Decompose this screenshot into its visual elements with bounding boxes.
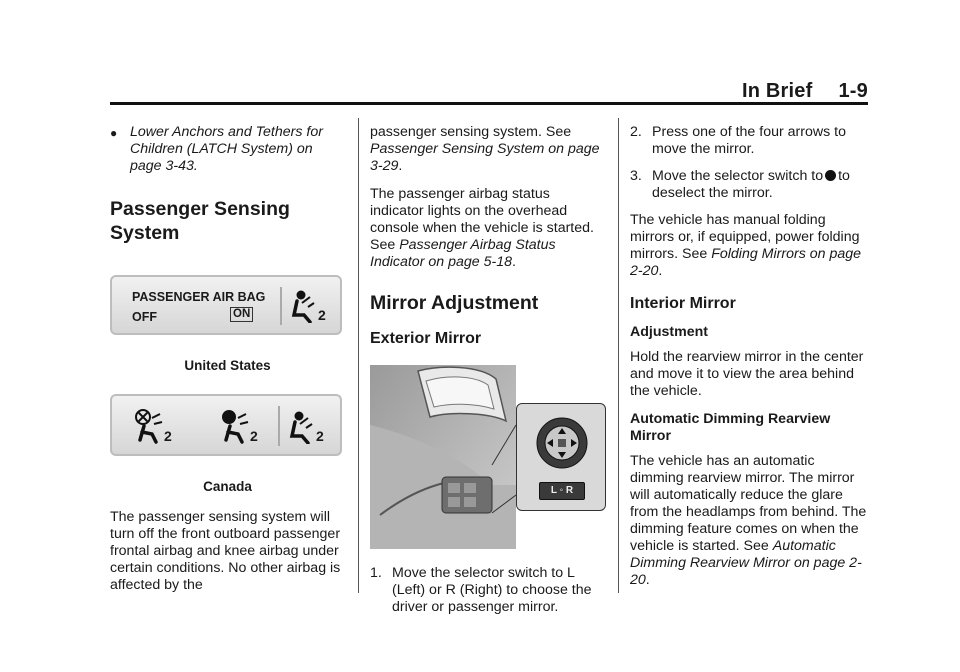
caption-united-states: United States xyxy=(184,358,271,373)
text-fragment: to deselect the mirror. xyxy=(652,168,850,201)
paragraph-adjustment: Hold the rearview mirror in the center and move it to view the area behind the vehicle. xyxy=(630,349,864,399)
column-divider-1 xyxy=(358,118,359,593)
text-fragment: The passenger airbag status indicator lights on the overhead console when the vehicle is started. See xyxy=(370,186,594,253)
paragraph-automatic-dimming xyxy=(630,453,870,589)
us-panel-on: ON xyxy=(230,307,253,322)
text-fragment: . xyxy=(658,263,663,279)
lr-selector-switch xyxy=(539,482,585,500)
heading-interior-mirror: Interior Mirror xyxy=(630,295,736,312)
heading-adjustment: Adjustment xyxy=(630,324,709,340)
canada-panel-number-1: 2 xyxy=(164,428,172,444)
bullet-latch-reference: Lower Anchors and Tethers for Children (LATCH System) on page 3-43. xyxy=(130,124,323,174)
canada-panel-number-2: 2 xyxy=(250,428,258,444)
paragraph-see-passenger-sensing xyxy=(370,124,606,175)
heading-exterior-mirror: Exterior Mirror xyxy=(370,330,482,347)
text-fragment: . xyxy=(398,158,403,174)
header-section: In Brief xyxy=(741,80,813,102)
list-number: 2. xyxy=(630,124,642,140)
header-rule xyxy=(110,102,868,105)
cross-reference-passenger-sensing: Passenger Sensing System on page 3-29 xyxy=(370,141,600,174)
paragraph-status-indicator xyxy=(370,186,606,271)
seated-passenger-airbag-icon xyxy=(288,289,318,323)
canada-airbag-indicator-panel xyxy=(110,394,342,456)
seated-passenger-airbag-icon xyxy=(286,410,316,444)
heading-passenger-sensing: Passenger Sensing System xyxy=(110,198,290,244)
column-2 xyxy=(370,124,606,626)
four-arrow-mirror-control-icon xyxy=(535,416,589,470)
text-fragment: . xyxy=(511,254,516,270)
cross-reference-automatic-dimming: Automatic Dimming Rearview Mirror on page 2-20 xyxy=(630,538,862,588)
text-fragment: passenger sensing system. See xyxy=(370,124,572,140)
us-airbag-indicator-panel xyxy=(110,275,342,335)
us-panel-seat-number: 2 xyxy=(318,307,326,323)
header-page-number: 1-9 xyxy=(838,80,868,102)
list-number: 1. xyxy=(370,565,382,581)
bullet-item xyxy=(110,124,345,175)
caption-canada: Canada xyxy=(203,479,252,494)
heading-automatic-dimming-mirror: Automatic Dimming Rearview Mirror xyxy=(630,411,831,444)
exterior-mirror-illustration xyxy=(370,365,606,549)
column-1 xyxy=(110,124,345,605)
list-item-3 xyxy=(630,168,870,202)
airbag-on-icon xyxy=(220,408,254,444)
canada-panel-number-3: 2 xyxy=(316,428,324,444)
list-item-text xyxy=(652,168,870,202)
list-item-text: Move the selector switch to L (Left) or R (Right) to choose the driver or passenger mirror. xyxy=(392,565,592,615)
paragraph-folding-mirrors xyxy=(630,212,870,280)
list-item-1 xyxy=(370,565,606,616)
bullet-dot-icon: ● xyxy=(110,126,118,140)
column-divider-2 xyxy=(618,118,619,593)
cross-reference-folding-mirrors: Folding Mirrors on page 2-20 xyxy=(630,246,862,279)
text-fragment: . xyxy=(645,572,650,588)
column-3 xyxy=(630,124,870,600)
text-fragment: The vehicle has manual folding mirrors or, if equipped, power folding mirrors. See xyxy=(630,212,860,262)
text-fragment: The vehicle has an automatic dimming rearview mirror. The mirror will automatically reduce the glare from the headlamps from behind. The dimming feature comes on when the vehicle is started. See xyxy=(630,453,867,554)
heading-mirror-adjustment: Mirror Adjustment xyxy=(370,292,539,314)
us-panel-label: PASSENGER AIR BAG xyxy=(132,290,266,304)
airbag-off-icon xyxy=(134,408,168,444)
cross-reference-airbag-status-indicator: Passenger Airbag Status Indicator on page 5-18 xyxy=(370,237,556,270)
mirror-switch-callout xyxy=(516,403,606,511)
us-panel-off: OFF xyxy=(132,310,157,324)
text-fragment: Move the selector switch to xyxy=(652,168,824,184)
center-position-dot-icon xyxy=(825,170,836,181)
list-item-text: Press one of the four arrows to move the mirror. xyxy=(652,124,846,157)
door-panel-illustration xyxy=(370,365,516,549)
us-panel-separator xyxy=(280,287,282,325)
passenger-sensing-paragraph: The passenger sensing system will turn off the front outboard passenger frontal airbag and knee airbag under certain conditions. No other airbag is affected by the xyxy=(110,509,341,593)
list-number: 3. xyxy=(630,168,642,184)
list-item-2 xyxy=(630,124,870,158)
lr-switch-label: L ◦ R xyxy=(550,485,574,496)
canada-panel-separator xyxy=(278,406,280,446)
page-header xyxy=(742,80,868,103)
